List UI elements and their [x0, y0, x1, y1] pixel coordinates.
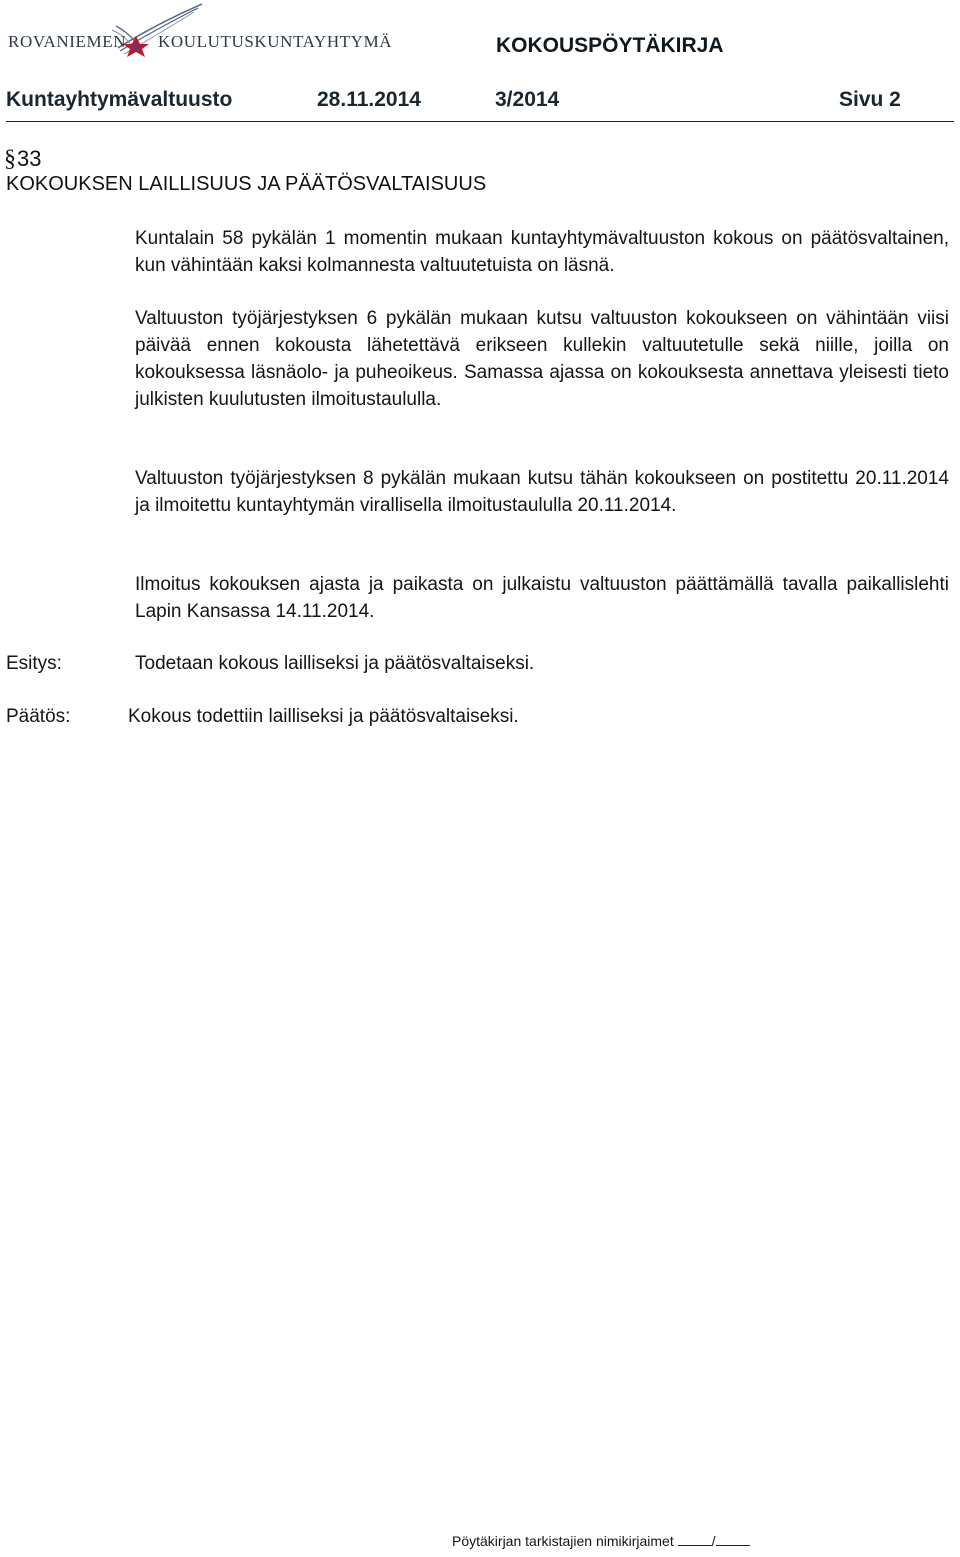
- footer-initials: [452, 1533, 750, 1549]
- paragraph-2: Valtuuston työjärjestyksen 6 pykälän mukaan kutsu valtuuston kokoukseen on vähintään viisi päivää ennen kokousta lähetettävä erikseen kullekin valtuutetulle sekä niille, joilla on kokouksessa läsnäolo- ja puheoikeus. Samassa ajassa on kokouksesta annettava yleisesti tieto julkisten kuulutusten ilmoitustaululla.: [135, 308, 949, 410]
- section-title: KOKOUKSEN LAILLISUUS JA PÄÄTÖSVALTAISUUS: [6, 173, 487, 195]
- initials-blank-2: [716, 1533, 750, 1546]
- organization-logo: [6, 2, 393, 58]
- org-name-right: KOULUTUSKUNTAYHTYMÄ: [158, 32, 393, 51]
- paragraph-4: Ilmoitus kokouksen ajasta ja paikasta on julkaistu valtuuston päättämällä tavalla paikallislehti Lapin Kansassa 14.11.2014.: [135, 574, 949, 622]
- meeting-body: Kuntayhtymävaltuusto: [6, 88, 233, 111]
- footer-text: Pöytäkirjan tarkistajien nimikirjaimet: [452, 1533, 674, 1549]
- section-symbol: §: [4, 146, 16, 172]
- document-header-row: [6, 88, 910, 116]
- document-type: KOKOUSPÖYTÄKIRJA: [496, 34, 724, 57]
- meeting-date: 28.11.2014: [317, 88, 421, 111]
- paragraph-1: Kuntalain 58 pykälän 1 momentin mukaan kuntayhtymävaltuuston kokous on päätösvaltainen, kun vähintään kaksi kolmannesta valtuutetuista on läsnä.: [135, 228, 949, 276]
- footer-separator: /: [711, 1533, 716, 1549]
- decision-label: Päätös:: [6, 706, 71, 727]
- header-divider: [6, 121, 954, 122]
- initials-blank-1: [678, 1533, 712, 1546]
- section-number: [4, 146, 41, 173]
- proposal-text: Todetaan kokous lailliseksi ja päätösvaltaiseksi.: [135, 653, 535, 674]
- page-number: Sivu 2: [839, 88, 901, 111]
- decision-text: Kokous todettiin lailliseksi ja päätösvaltaiseksi.: [128, 706, 519, 727]
- paragraph-3: Valtuuston työjärjestyksen 8 pykälän mukaan kutsu tähän kokoukseen on postitettu 20.11.2014 ja ilmoitettu kuntayhtymän virallisella ilmoitustaululla 20.11.2014.: [135, 468, 949, 516]
- proposal-label: Esitys:: [6, 653, 62, 674]
- org-name-left: ROVANIEMEN: [8, 32, 127, 51]
- meeting-number: 3/2014: [495, 88, 560, 111]
- section-number-value: 33: [17, 146, 42, 171]
